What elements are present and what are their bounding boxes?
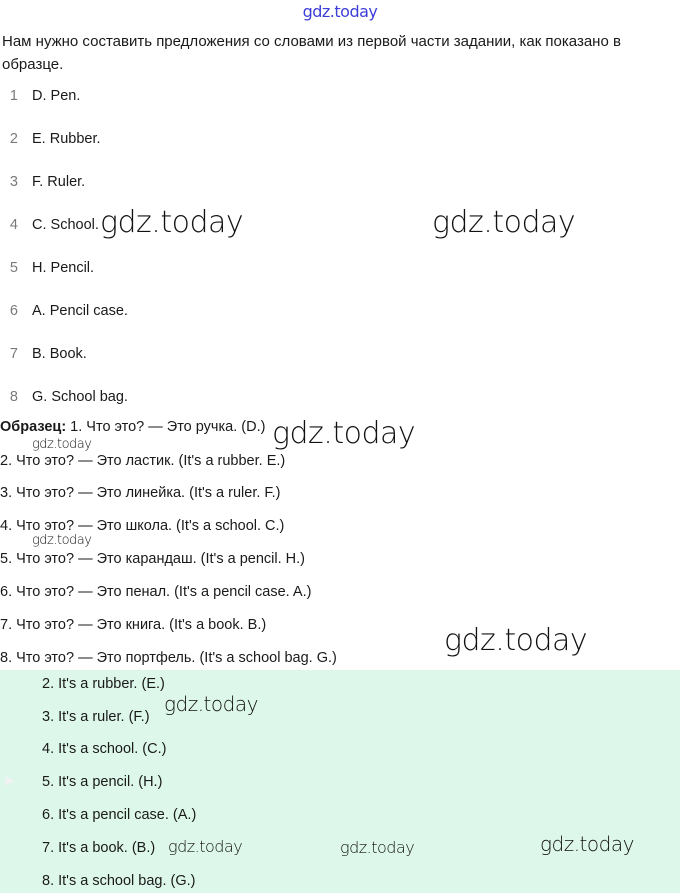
sentence-line: 3. Что это? — Это линейка. (It's a ruler. F.) (0, 485, 281, 501)
sentence-line: 6. Что это? — Это пенал. (It's a pencil case. A.) (0, 584, 312, 600)
list-item (0, 389, 128, 409)
answer-line: 5. It's a pencil. (H.) (42, 774, 163, 790)
example-label: Образец: (0, 419, 67, 435)
answer-line: 8. It's a school bag. (G.) (42, 873, 196, 889)
item-text: D. Pen. (32, 88, 81, 104)
item-text: H. Pencil. (32, 260, 95, 276)
answer-line: 6. It's a pencil case. (A.) (42, 807, 197, 823)
sentence-line: 4. Что это? — Это школа. (It's a school. C.) (0, 518, 285, 534)
list-item (0, 303, 128, 323)
sentence-line: 7. Что это? — Это книга. (It's a book. B.) (0, 617, 267, 633)
watermark: gdz.today (100, 205, 244, 240)
list-item (0, 174, 85, 194)
item-number: 5 (9, 260, 18, 276)
sentence-line: 8. Что это? — Это портфель. (It's a school bag. G.) (0, 650, 337, 666)
watermark: gdz.today (340, 838, 415, 857)
sentence-line: 5. Что это? — Это карандаш. (It's a pencil. H.) (0, 551, 305, 567)
item-text: B. Book. (32, 346, 87, 362)
list-item (0, 346, 87, 366)
item-text: F. Ruler. (32, 174, 86, 190)
watermark: gdz.today (540, 832, 634, 856)
item-number: 6 (9, 303, 18, 319)
task-intro: Нам нужно составить предложения со словами из первой части задании, как показано в образце. (2, 33, 621, 73)
answer-line: 7. It's a book. (B.) (42, 840, 156, 856)
answer-line: 4. It's a school. (C.) (42, 741, 167, 757)
item-text: A. Pencil case. (32, 303, 128, 319)
item-text: E. Rubber. (32, 131, 101, 147)
list-item (0, 88, 80, 108)
item-number: 1 (9, 88, 18, 104)
item-number: 8 (9, 389, 18, 405)
answer-line: 3. It's a ruler. (F.) (42, 709, 150, 725)
list-item (0, 131, 101, 151)
watermark: gdz.today (32, 533, 92, 548)
item-number: 3 (9, 174, 18, 190)
watermark: gdz.today (444, 623, 588, 658)
watermark: gdz.today (272, 416, 416, 451)
item-text: C. School. (32, 217, 99, 233)
example-text: 1. Что это? — Это ручка. (D.) (66, 419, 266, 435)
item-number: 2 (9, 131, 18, 147)
item-number: 7 (9, 346, 18, 362)
watermark: gdz.today (432, 205, 576, 240)
list-item (0, 217, 99, 237)
item-text: G. School bag. (32, 389, 128, 405)
example-line (0, 419, 265, 435)
watermark: gdz.today (164, 692, 258, 716)
sentence-line: 2. Что это? — Это ластик. (It's a rubber. E.) (0, 453, 286, 469)
answer-line: 2. It's a rubber. (E.) (42, 676, 165, 692)
site-logo[interactable]: gdz.today (302, 2, 378, 21)
list-item (0, 260, 94, 280)
play-icon: ▶ (5, 773, 15, 787)
watermark: gdz.today (32, 437, 92, 452)
watermark: gdz.today (168, 837, 243, 856)
item-number: 4 (9, 217, 18, 233)
